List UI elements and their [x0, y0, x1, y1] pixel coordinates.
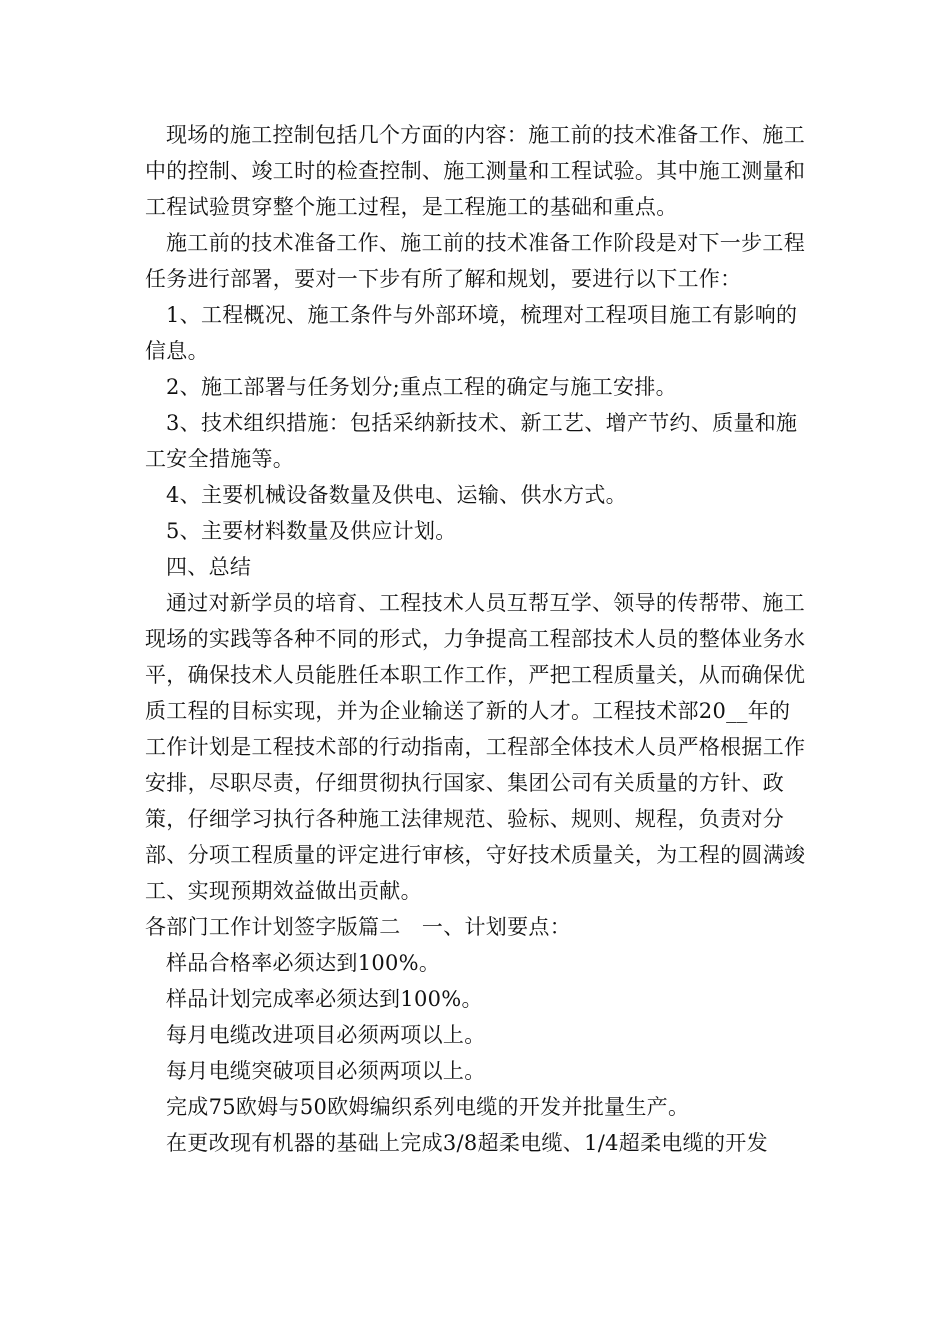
plan-item-4: 每月电缆突破项目必须两项以上。 [166, 1059, 486, 1083]
list-item-4: 4、主要机械设备数量及供电、运输、供水方式。 [166, 483, 627, 507]
paragraph-summary: 通过对新学员的培育、工程技术人员互帮互学、领导的传帮带、施工现场的实践等各种不同的形式，力争提高工程部技术人员的整体业务水平，确保技术人员能胜任本职工作工作，严把工程质量关，从而确保优质工程的目标实现，并为企业输送了新的人才。工程技术部20__年的工作计划是工程技术部的行动指南，工程部全体技术人员严格根据工作安排，尽职尽责，仔细贯彻执行国家、集团公司有关质量的方针、政策，仔细学习执行各种施工法律规范、验标、规则、规程，负责对分部、分项工程质量的评定进行审核，守好技术质量关，为工程的圆满竣工、实现预期效益做出贡献。 [145, 591, 806, 903]
plan-item-5: 完成75欧姆与50欧姆编织系列电缆的开发并批量生产。 [166, 1095, 690, 1119]
section-title-summary: 四、总结 [166, 555, 252, 579]
section-heading-plan: 各部门工作计划签字版篇二 一、计划要点： [145, 915, 571, 939]
list-item-1: 1、工程概况、施工条件与外部环境，梳理对工程项目施工有影响的信息。 [145, 303, 798, 363]
plan-item-2: 样品计划完成率必须达到100%。 [166, 987, 483, 1011]
list-item-2: 2、施工部署与任务划分;重点工程的确定与施工安排。 [166, 375, 677, 399]
list-item-5: 5、主要材料数量及供应计划。 [166, 519, 457, 543]
paragraph-site-control: 现场的施工控制包括几个方面的内容：施工前的技术准备工作、施工中的控制、竣工时的检查控制、施工测量和工程试验。其中施工测量和工程试验贯穿整个施工过程，是工程施工的基础和重点。 [145, 123, 806, 219]
list-item-3: 3、技术组织措施：包括采纳新技术、新工艺、增产节约、质量和施工安全措施等。 [145, 411, 798, 471]
plan-item-3: 每月电缆改进项目必须两项以上。 [166, 1023, 486, 1047]
paragraph-preparation: 施工前的技术准备工作、施工前的技术准备工作阶段是对下一步工程任务进行部署，要对一下步有所了解和规划，要进行以下工作： [145, 231, 805, 291]
plan-item-6: 在更改现有机器的基础上完成3/8超柔电缆、1/4超柔电缆的开发 [166, 1131, 768, 1155]
plan-item-1: 样品合格率必须达到100%。 [166, 951, 441, 975]
document-body [145, 117, 810, 1161]
